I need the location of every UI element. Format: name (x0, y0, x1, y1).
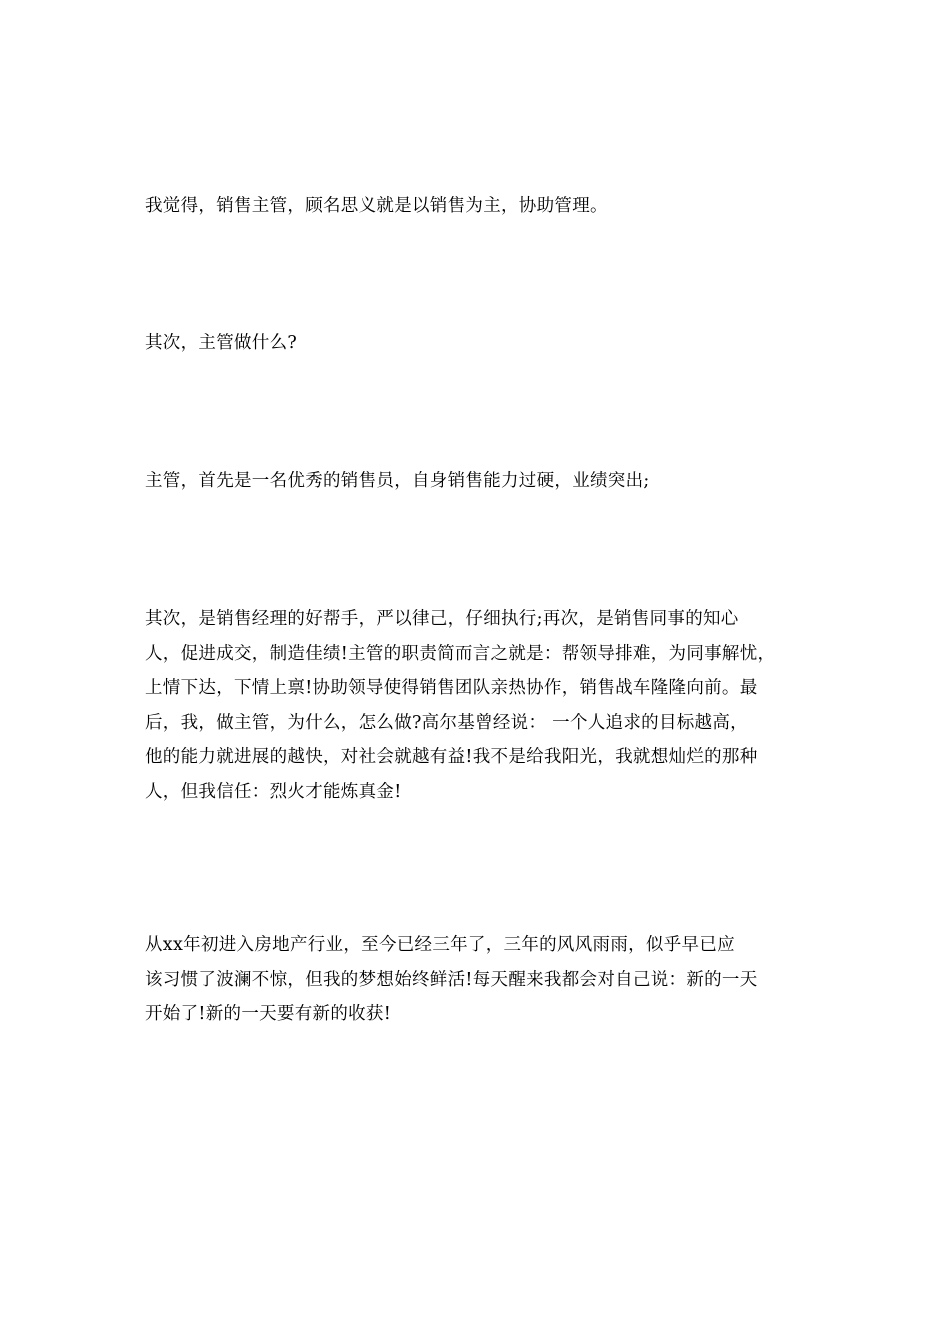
paragraph-supervisor-responsibilities (145, 602, 815, 809)
paragraph-supervisor-duties-question (145, 326, 815, 361)
paragraph-line: 从xx年初进入房地产行业，至今已经三年了，三年的风风雨雨，似乎早已应 (145, 935, 735, 955)
paragraph-line: 人，促进成交，制造佳绩!主管的职责简而言之就是：帮领导排难，为同事解忧， (145, 643, 776, 664)
paragraph-line: 上情下达，下情上禀!协助领导使得销售团队亲热协作，销售战车隆隆向前。最 (145, 678, 758, 698)
paragraph-line: 其次，主管做什么? (145, 333, 298, 353)
paragraph-line: 后，我，做主管，为什么，怎么做?高尔基曾经说： 一个人追求的目标越高， (145, 712, 748, 733)
paragraph-line: 开始了!新的一天要有新的收获! (145, 1004, 392, 1024)
paragraph-excellent-salesperson (145, 464, 815, 499)
paragraph-line: 他的能力就进展的越快，对社会就越有益!我不是给我阳光，我就想灿烂的那种 (145, 747, 758, 767)
paragraph-sales-supervisor-definition (145, 189, 815, 224)
paragraph-line: 人，但我信任：烈火才能炼真金! (145, 781, 402, 802)
paragraph-line: 我觉得，销售主管，顾名思义就是以销售为主，协助管理。 (145, 196, 608, 216)
paragraph-real-estate-career (145, 928, 815, 1032)
paragraph-line: 其次，是销售经理的好帮手，严以律己，仔细执行;再次，是销售同事的知心 (145, 609, 739, 629)
paragraph-line: 主管，首先是一名优秀的销售员，自身销售能力过硬，业绩突出; (145, 471, 650, 491)
paragraph-line: 该习惯了波澜不惊，但我的梦想始终鲜活!每天醒来我都会对自己说：新的一天 (145, 969, 758, 990)
